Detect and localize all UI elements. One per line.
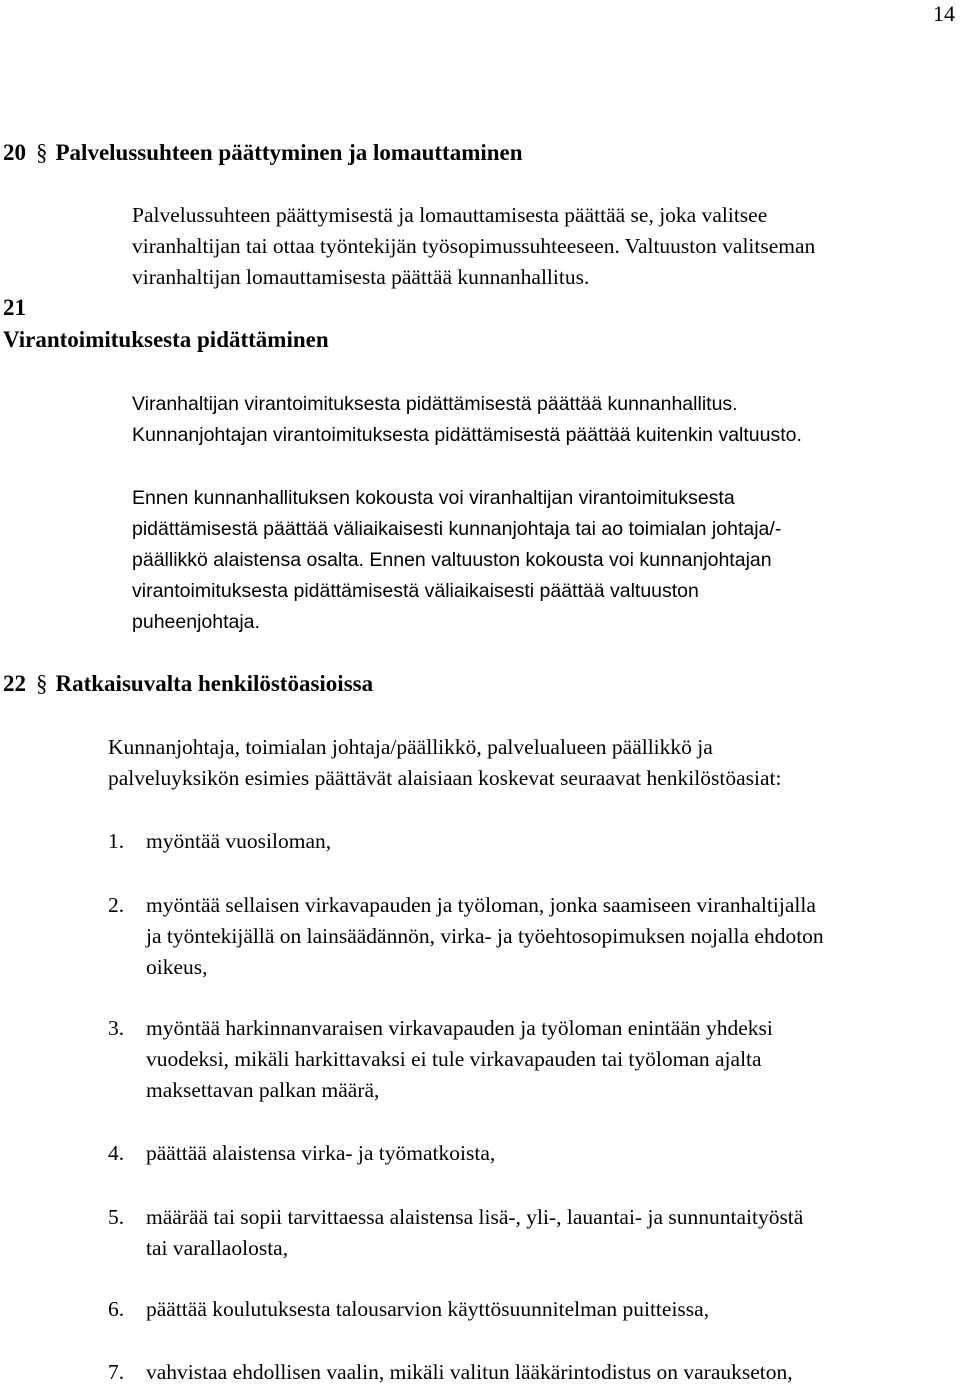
section-22-number: 22: [3, 671, 26, 696]
section-22-intro: [108, 732, 781, 794]
paragraph-line: puheenjohtaja.: [132, 611, 260, 633]
list-item-number: 4.: [108, 1141, 125, 1165]
section-symbol: §: [36, 140, 48, 165]
list-item-line: oikeus,: [146, 955, 208, 979]
section-20-heading: [3, 138, 523, 168]
list-item-line: vuodeksi, mikäli harkittavaksi ei tule virkavapauden tai työloman ajalta: [146, 1047, 762, 1071]
list-item-line: myöntää vuosiloman,: [146, 829, 332, 853]
list-item-line: päättää alaistensa virka- ja työmatkoista,: [146, 1141, 496, 1165]
list-item-line: myöntää sellaisen virkavapauden ja työloman, jonka saamiseen viranhaltijalla: [146, 893, 816, 917]
section-20-number: 20: [3, 140, 26, 165]
list-item-number: 1.: [108, 829, 125, 853]
paragraph-line: viranhaltijan lomauttamisesta päättää kunnanhallitus.: [132, 265, 590, 289]
paragraph-line: palveluyksikön esimies päättävät alaisiaan koskevat seuraavat henkilöstöasiat:: [108, 766, 782, 790]
list-item-number: 6.: [108, 1297, 125, 1321]
list-item-line: maksettavan palkan määrä,: [146, 1078, 380, 1102]
list-item-number: 2.: [108, 893, 125, 917]
section-symbol: §: [36, 671, 48, 696]
paragraph-line: Viranhaltijan virantoimituksesta pidättämisestä päättää kunnanhallitus.: [132, 393, 738, 415]
list-item-line: ja työntekijällä on lainsäädännön, virka- ja työehtosopimuksen nojalla ehdoton: [146, 924, 824, 948]
paragraph-line: virantoimituksesta pidättämisestä väliaikaisesti päättää valtuuston: [132, 580, 699, 602]
section-22-heading: [3, 669, 373, 699]
list-item-number: 7.: [108, 1360, 125, 1384]
section-21-number: 21: [3, 295, 26, 320]
list-item-line: tai varallaolosta,: [146, 1236, 289, 1260]
section-21-paragraph-1: [132, 389, 802, 451]
list-item-number: 3.: [108, 1016, 125, 1040]
paragraph-line: viranhaltijan tai ottaa työntekijän työsopimussuhteeseen. Valtuuston valitseman: [132, 234, 816, 258]
section-20-title: Palvelussuhteen päättyminen ja lomauttaminen: [55, 140, 523, 165]
paragraph-line: Kunnanjohtaja, toimialan johtaja/päällikkö, palvelualueen päällikkö ja: [108, 735, 713, 759]
paragraph-line: Ennen kunnanhallituksen kokousta voi viranhaltijan virantoimituksesta: [132, 487, 735, 509]
list-item-line: päättää koulutuksesta talousarvion käyttösuunnitelman puitteissa,: [146, 1297, 710, 1321]
list-item-line: vahvistaa ehdollisen vaalin, mikäli valitun lääkärintodistus on varaukseton,: [146, 1360, 793, 1384]
section-21-paragraph-2: [132, 483, 781, 638]
paragraph-line: päällikkö alaistensa osalta. Ennen valtuuston kokousta voi kunnanjohtajan: [132, 549, 772, 571]
list-item-line: määrää tai sopii tarvittaessa alaistensa lisä-, yli-, lauantai- ja sunnuntaityöstä: [146, 1205, 804, 1229]
paragraph-line: Palvelussuhteen päättymisestä ja lomauttamisesta päättää se, joka valitsee: [132, 203, 768, 227]
paragraph-line: pidättämisestä päättää väliaikaisesti kunnanjohtaja tai ao toimialan johtaja/-: [132, 518, 782, 540]
section-21-title: Virantoimituksesta pidättäminen: [3, 327, 329, 352]
page-number: 14: [933, 1, 955, 26]
section-22-title: Ratkaisuvalta henkilöstöasioissa: [55, 671, 374, 696]
list-item-line: myöntää harkinnanvaraisen virkavapauden ja työloman enintään yhdeksi: [146, 1016, 773, 1040]
paragraph-line: Kunnanjohtajan virantoimituksesta pidättämisestä päättää kuitenkin valtuusto.: [132, 424, 802, 446]
list-item-number: 5.: [108, 1205, 125, 1229]
section-20-paragraph: [132, 200, 815, 293]
